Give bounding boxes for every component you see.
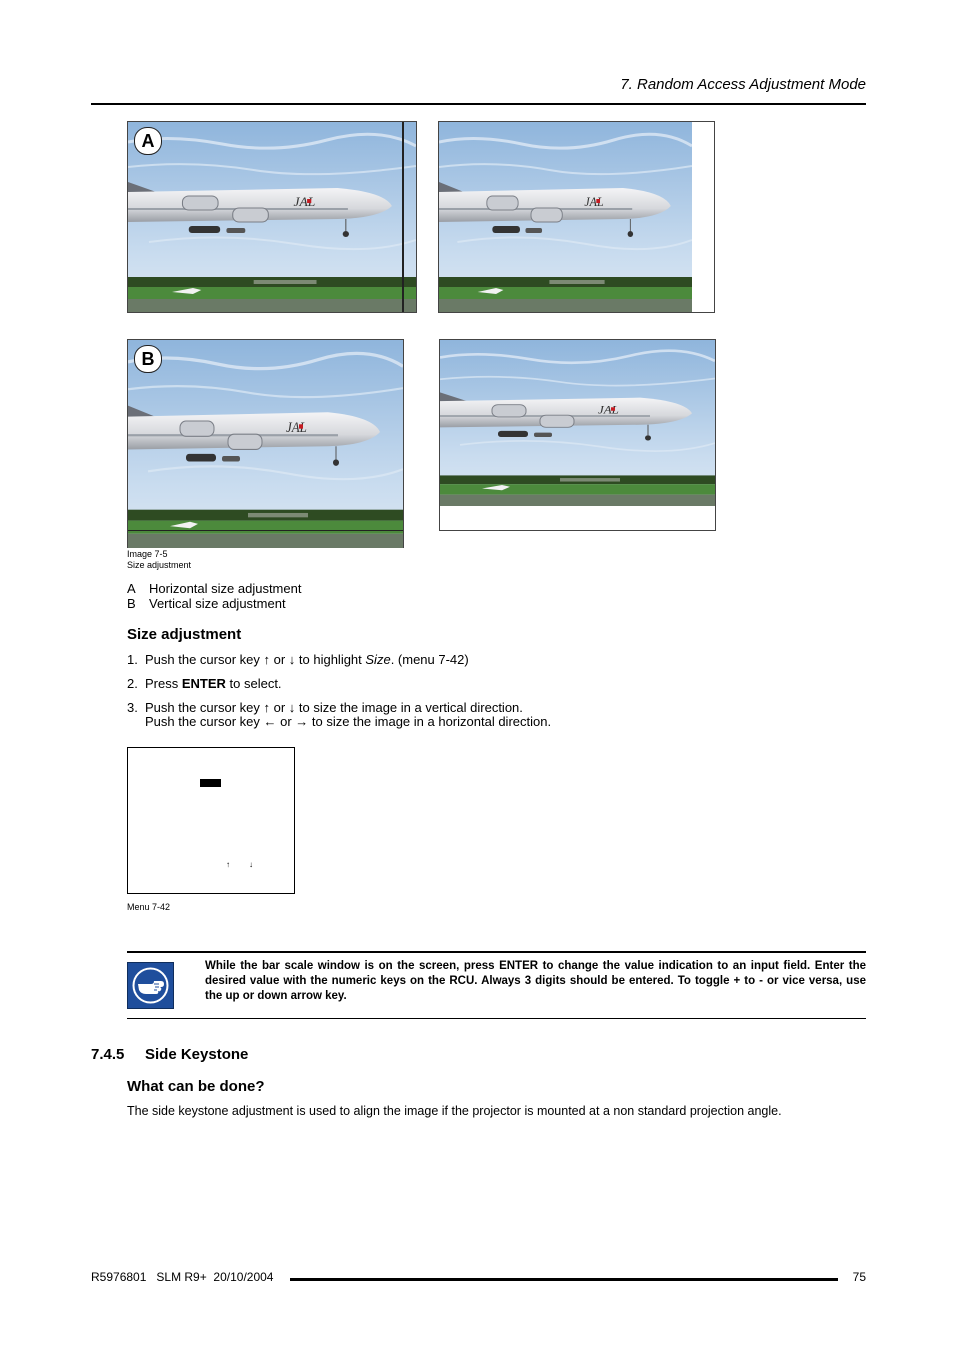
footer-rule xyxy=(290,1278,838,1281)
legend-item-a xyxy=(127,581,301,596)
procedure-title: Size adjustment xyxy=(127,626,242,643)
panel-label-b: B xyxy=(134,345,162,373)
legend-text: Vertical size adjustment xyxy=(149,596,286,611)
legend-text: Horizontal size adjustment xyxy=(149,581,302,596)
section-title: Side Keystone xyxy=(145,1046,249,1063)
section-number: 7.4.5 xyxy=(91,1046,125,1063)
arrow-down-icon: ↓ xyxy=(249,860,253,869)
note-text: While the bar scale window is on the screen, press ENTER to change the value indication to an input field. Enter the desired value with the numeric keys on the RCU. Always 3 digits should be entered. To toggle + to - or vice versa, use the up or down arrow key. xyxy=(205,960,866,1002)
menu-screen xyxy=(127,747,295,894)
figure-caption-text: Size adjustment xyxy=(127,560,192,570)
running-header: 7. Random Access Adjustment Mode xyxy=(620,76,866,93)
header-rule xyxy=(91,103,866,105)
figure-legend xyxy=(127,581,301,611)
figure-panel-a-original xyxy=(127,121,417,313)
procedure-step-1: 1. Push the cursor key ↑ or ↓ to highlight Size. (menu 7-42) xyxy=(127,652,469,667)
menu-highlight-bar xyxy=(200,779,221,787)
footer-page-number: 75 xyxy=(852,1270,866,1284)
figure-caption-number: Image 7-5 xyxy=(127,549,168,559)
note-top-rule xyxy=(127,951,866,953)
legend-key: B xyxy=(127,596,136,611)
figure-panel-b-original xyxy=(127,339,404,548)
menu-caption: Menu 7-42 xyxy=(127,902,171,912)
figure-panel-a-adjusted xyxy=(438,121,715,313)
figure-caption xyxy=(127,549,191,571)
section-subheading: What can be done? xyxy=(127,1078,265,1095)
frame-border-b xyxy=(128,530,403,531)
figure-panel-b-adjusted xyxy=(439,339,716,531)
note-bottom-rule xyxy=(127,1018,866,1019)
footer-doc-id: R5976801 SLM R9+ 20/10/2004 xyxy=(91,1270,274,1284)
procedure-step-2: 2. Press ENTER to select. xyxy=(127,676,282,691)
section-heading xyxy=(91,1046,248,1063)
arrow-up-icon: ↑ xyxy=(226,860,230,869)
legend-item-b xyxy=(127,596,301,611)
panel-label-a: A xyxy=(134,127,162,155)
section-body: The side keystone adjustment is used to align the image if the projector is mounted at a non standard projection angle. xyxy=(127,1104,782,1118)
legend-key: A xyxy=(127,581,136,596)
procedure-step-3: 3. Push the cursor key ↑ or ↓ to size the image in a vertical direction. Push the cursor key ← or → to size the image in a horizontal direction. xyxy=(127,700,552,729)
frame-border-a xyxy=(402,122,404,312)
pointing-hand-icon xyxy=(127,962,174,1009)
